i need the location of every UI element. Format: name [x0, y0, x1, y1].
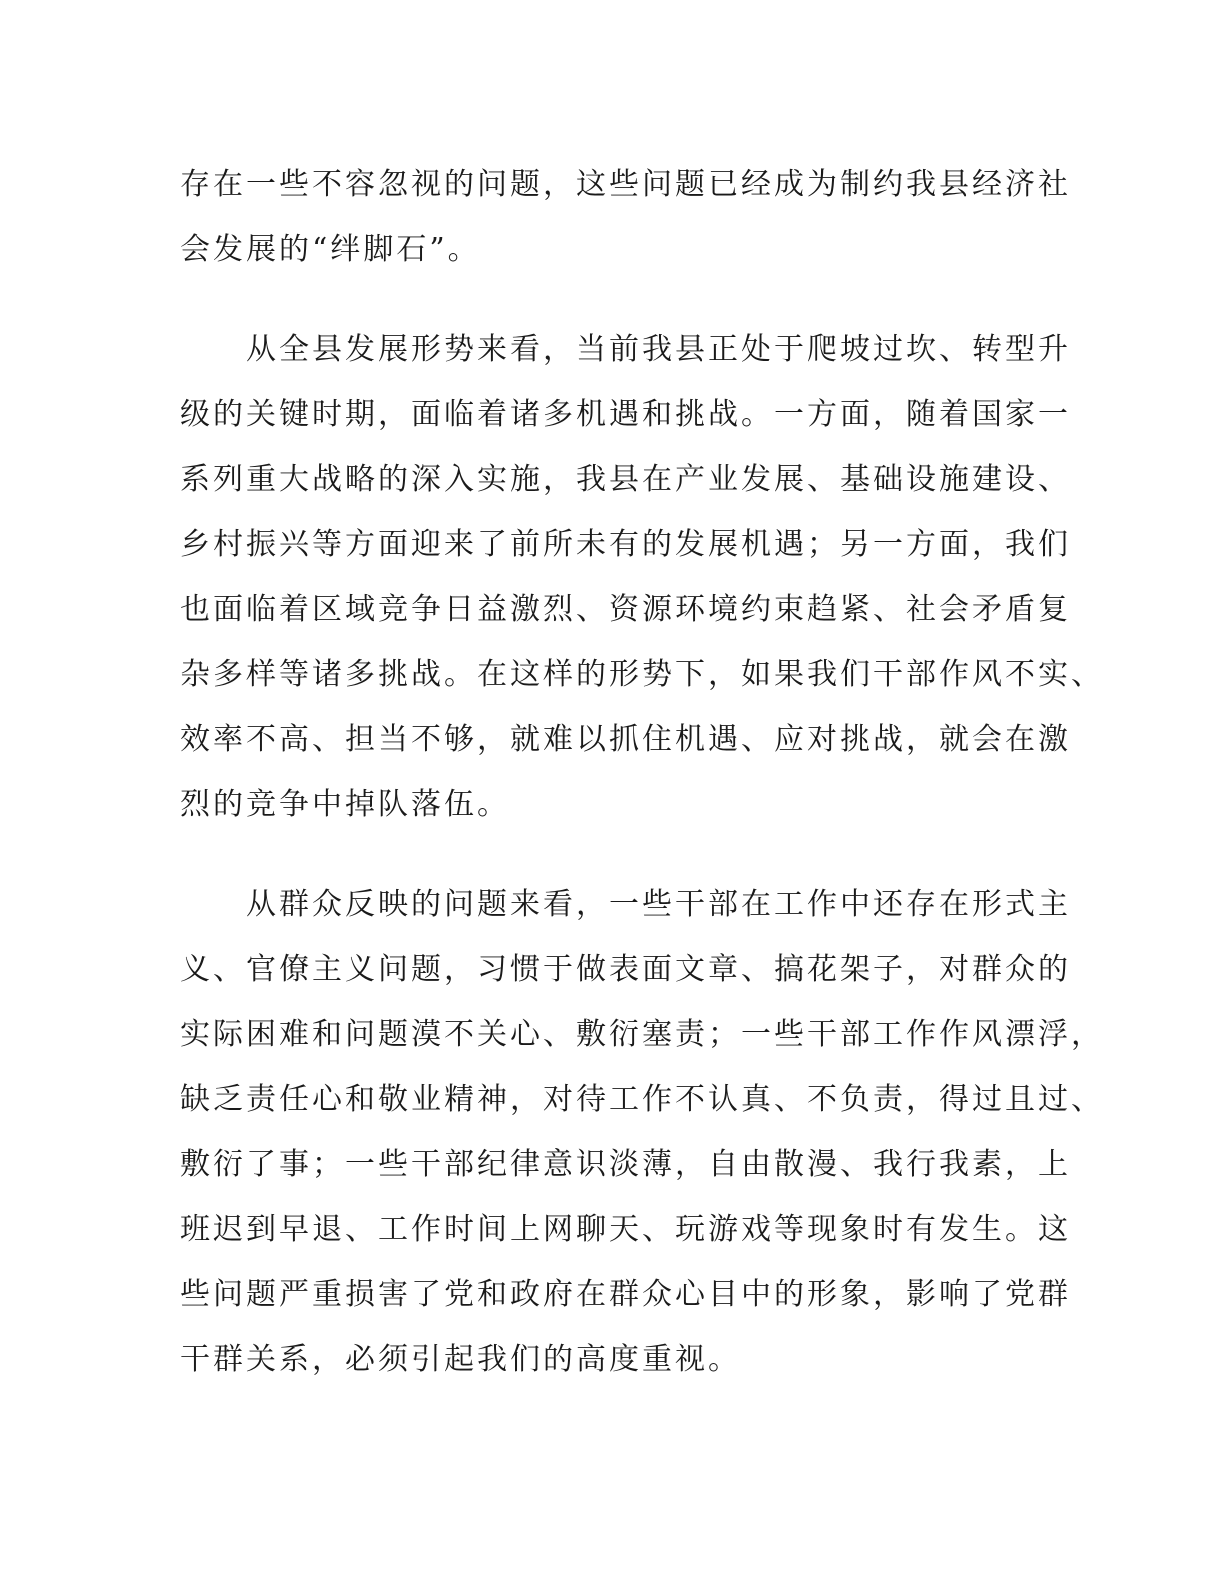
- text-line: 敷衍了事；一些干部纪律意识淡薄，自由散漫、我行我素，上: [180, 1147, 1071, 1182]
- text-line: 缺乏责任心和敬业精神，对待工作不认真、不负责，得过且过、: [180, 1082, 1104, 1117]
- text-line: 级的关键时期，面临着诸多机遇和挑战。一方面，随着国家一: [180, 397, 1071, 432]
- paragraph-spacing: [180, 837, 1070, 872]
- text-line: 从全县发展形势来看，当前我县正处于爬坡过坎、转型升: [180, 332, 1071, 367]
- text-line: 会发展的“绊脚石”。: [180, 232, 481, 267]
- text-line: 班迟到早退、工作时间上网聊天、玩游戏等现象时有发生。这: [180, 1212, 1071, 1247]
- text-line: 效率不高、担当不够，就难以抓住机遇、应对挑战，就会在激: [180, 722, 1071, 757]
- text-line: 杂多样等诸多挑战。在这样的形势下，如果我们干部作风不实、: [180, 657, 1104, 692]
- text-line: 义、官僚主义问题，习惯于做表面文章、搞花架子，对群众的: [180, 952, 1071, 987]
- document-body: [180, 152, 1104, 1392]
- text-line: 干群关系，必须引起我们的高度重视。: [180, 1342, 741, 1377]
- text-line: 乡村振兴等方面迎来了前所未有的发展机遇；另一方面，我们: [180, 527, 1071, 562]
- paragraph-3: [180, 872, 1104, 1392]
- text-line: 存在一些不容忽视的问题，这些问题已经成为制约我县经济社: [180, 167, 1071, 202]
- paragraph-1: [180, 152, 1070, 282]
- text-line: 实际困难和问题漠不关心、敷衍塞责；一些干部工作作风漂浮，: [180, 1017, 1104, 1052]
- paragraph-spacing: [180, 282, 1070, 317]
- text-line: 烈的竞争中掉队落伍。: [180, 787, 510, 822]
- paragraph-2: [180, 317, 1104, 837]
- text-line: 系列重大战略的深入实施，我县在产业发展、基础设施建设、: [180, 462, 1071, 497]
- text-line: 也面临着区域竞争日益激烈、资源环境约束趋紧、社会矛盾复: [180, 592, 1071, 627]
- text-line: 从群众反映的问题来看，一些干部在工作中还存在形式主: [180, 887, 1071, 922]
- text-line: 些问题严重损害了党和政府在群众心目中的形象，影响了党群: [180, 1277, 1071, 1312]
